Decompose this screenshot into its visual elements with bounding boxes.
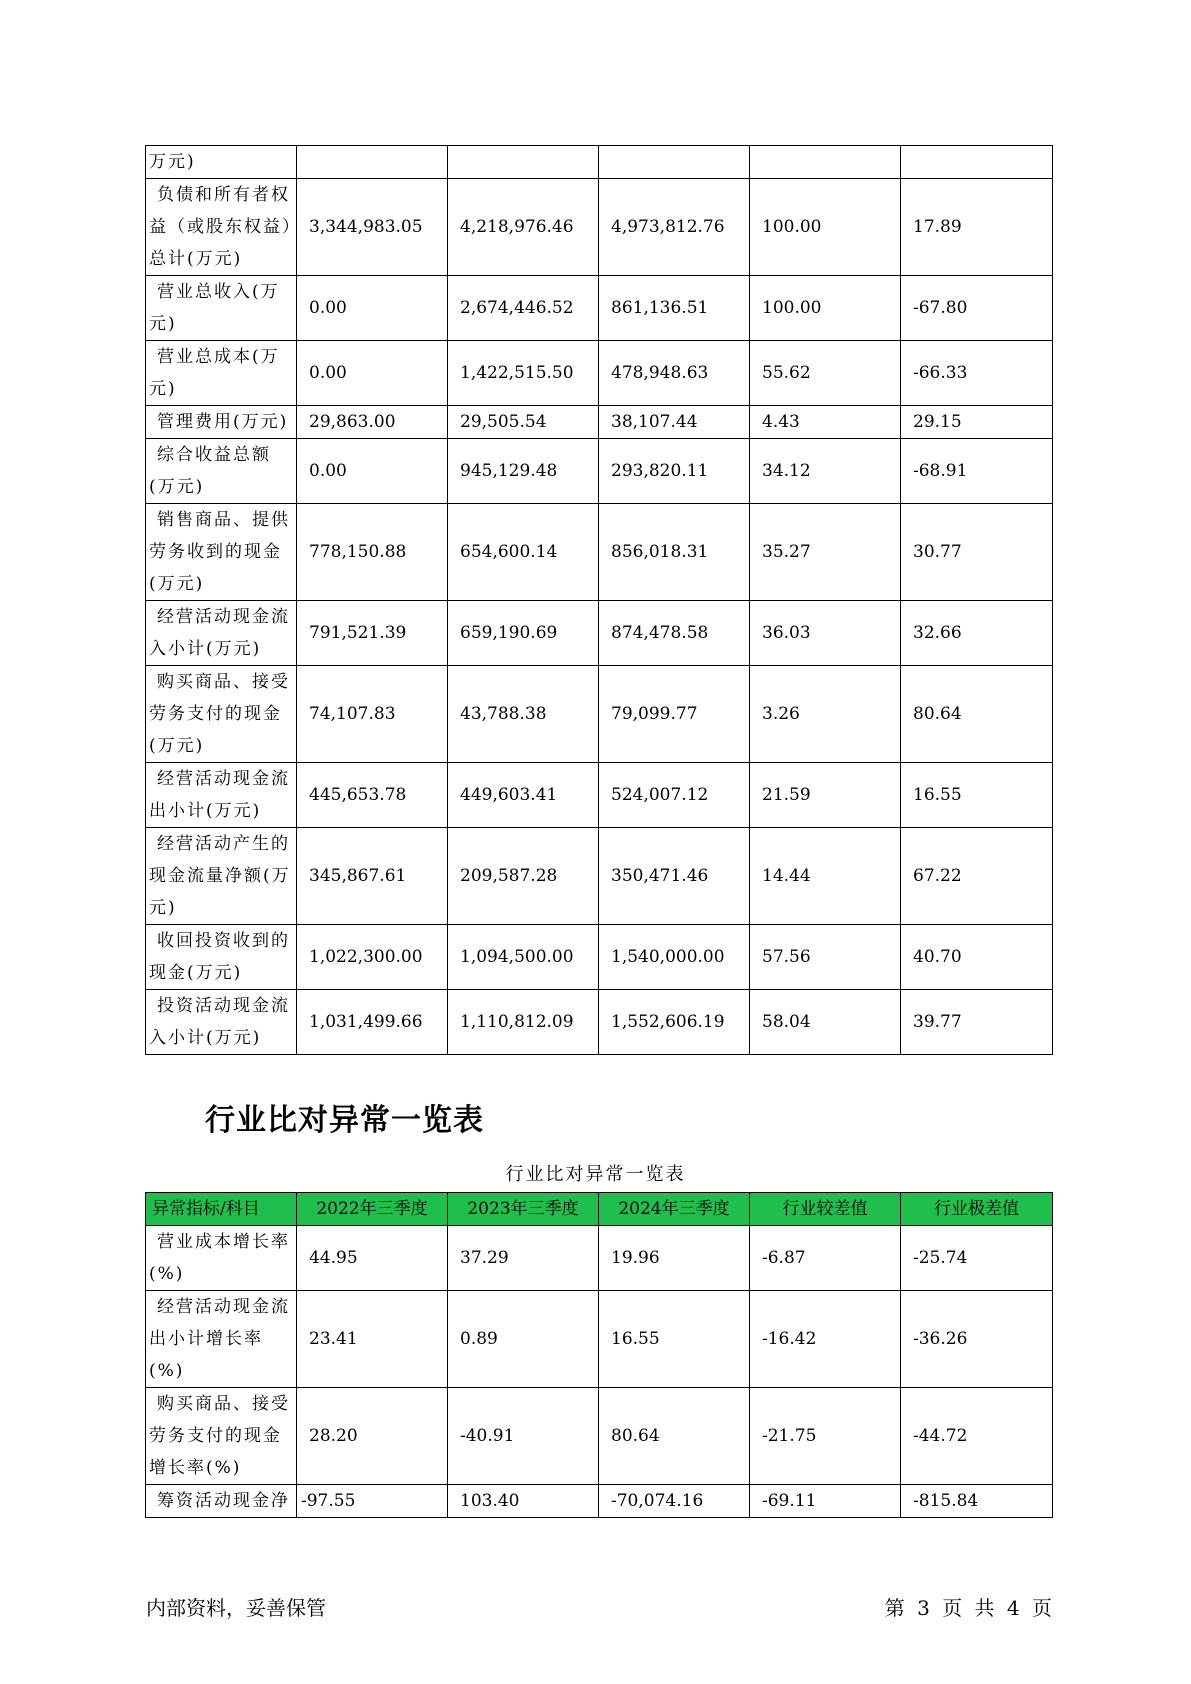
row-label: 万元) [146, 146, 297, 179]
cell-value: -36.26 [901, 1291, 1053, 1388]
cell-value: 4,973,812.76 [599, 179, 750, 276]
cell-value: 659,190.69 [448, 601, 599, 666]
cell-value: 38,107.44 [599, 406, 750, 439]
row-label: 经营活动现金流入小计(万元) [146, 601, 297, 666]
table-caption: 行业比对异常一览表 [505, 1164, 686, 1185]
cell-value: 103.40 [448, 1485, 599, 1518]
row-label: 营业总收入(万元) [146, 276, 297, 341]
row-label: 经营活动现金流出小计增长率(%) [146, 1291, 297, 1388]
header-industry-range: 行业极差值 [901, 1193, 1053, 1226]
cell-value: 17.89 [901, 179, 1053, 276]
cell-value: 44.95 [297, 1226, 448, 1291]
cell-value: 0.00 [297, 276, 448, 341]
cell-value: 350,471.46 [599, 828, 750, 925]
cell-value: 43,788.38 [448, 666, 599, 763]
cell-value: 100.00 [750, 276, 901, 341]
row-label: 营业成本增长率(%) [146, 1226, 297, 1291]
cell-value: 37.29 [448, 1226, 599, 1291]
cell-value: 57.56 [750, 925, 901, 990]
cell-value: 945,129.48 [448, 439, 599, 504]
row-label: 投资活动现金流入小计(万元) [146, 990, 297, 1055]
cell-value: 79,099.77 [599, 666, 750, 763]
table-row [146, 925, 1053, 990]
row-label: 经营活动现金流出小计(万元) [146, 763, 297, 828]
cell-value: 16.55 [599, 1291, 750, 1388]
row-label: 负债和所有者权益（或股东权益）总计(万元) [146, 179, 297, 276]
cell-value: 29.15 [901, 406, 1053, 439]
row-label: 营业总成本(万元) [146, 341, 297, 406]
cell-value: 34.12 [750, 439, 901, 504]
cell-value: 1,552,606.19 [599, 990, 750, 1055]
table-row [146, 1291, 1053, 1388]
footer-confidential-note: 内部资料，妥善保管 [146, 1596, 326, 1620]
cell-value: 80.64 [901, 666, 1053, 763]
cell-value: 1,540,000.00 [599, 925, 750, 990]
table-row [146, 1388, 1053, 1485]
cell-value: 778,150.88 [297, 504, 448, 601]
cell-value: -97.55 [297, 1485, 448, 1518]
header-2024q3: 2024年三季度 [599, 1193, 750, 1226]
table-row [146, 341, 1053, 406]
row-label: 购买商品、接受劳务支付的现金(万元) [146, 666, 297, 763]
cell-value: -69.11 [750, 1485, 901, 1518]
cell-value: 791,521.39 [297, 601, 448, 666]
row-label: 购买商品、接受劳务支付的现金增长率(%) [146, 1388, 297, 1485]
table-row [146, 666, 1053, 763]
cell-value: 4.43 [750, 406, 901, 439]
cell-value: 21.59 [750, 763, 901, 828]
table-row [146, 601, 1053, 666]
cell-value: -67.80 [901, 276, 1053, 341]
cell-value: 30.77 [901, 504, 1053, 601]
row-label: 筹资活动现金净 [146, 1485, 297, 1518]
cell-value: 19.96 [599, 1226, 750, 1291]
cell-value: 58.04 [750, 990, 901, 1055]
cell-value: 3.26 [750, 666, 901, 763]
cell-value: 16.55 [901, 763, 1053, 828]
cell-value: 0.00 [297, 341, 448, 406]
table-row [146, 146, 1053, 179]
cell-value: 39.77 [901, 990, 1053, 1055]
header-row [146, 1193, 1053, 1226]
cell-value: 861,136.51 [599, 276, 750, 341]
cell-value: 209,587.28 [448, 828, 599, 925]
cell-value: 28.20 [297, 1388, 448, 1485]
cell-value: 345,867.61 [297, 828, 448, 925]
cell-value: 23.41 [297, 1291, 448, 1388]
table-row [146, 504, 1053, 601]
cell-value: 1,094,500.00 [448, 925, 599, 990]
footer-page-number: 第 3 页 共 4 页 [884, 1596, 1052, 1620]
header-2023q3: 2023年三季度 [448, 1193, 599, 1226]
cell-value: -21.75 [750, 1388, 901, 1485]
cell-value: 1,022,300.00 [297, 925, 448, 990]
cell-value: 445,653.78 [297, 763, 448, 828]
cell-value [901, 146, 1053, 179]
table-row [146, 990, 1053, 1055]
cell-value: 874,478.58 [599, 601, 750, 666]
header-2022q3: 2022年三季度 [297, 1193, 448, 1226]
cell-value: -25.74 [901, 1226, 1053, 1291]
cell-value: -44.72 [901, 1388, 1053, 1485]
cell-value: -815.84 [901, 1485, 1053, 1518]
table-row [146, 439, 1053, 504]
table-row [146, 1226, 1053, 1291]
cell-value: 654,600.14 [448, 504, 599, 601]
cell-value: 67.22 [901, 828, 1053, 925]
row-label: 综合收益总额(万元) [146, 439, 297, 504]
industry-comparison-table [145, 1192, 1053, 1518]
cell-value [599, 146, 750, 179]
header-indicator: 异常指标/科目 [146, 1193, 297, 1226]
table-row [146, 276, 1053, 341]
cell-value [750, 146, 901, 179]
header-industry-diff: 行业较差值 [750, 1193, 901, 1226]
cell-value: 55.62 [750, 341, 901, 406]
cell-value: 14.44 [750, 828, 901, 925]
cell-value: -6.87 [750, 1226, 901, 1291]
cell-value: -40.91 [448, 1388, 599, 1485]
row-label: 经营活动产生的现金流量净额(万元) [146, 828, 297, 925]
cell-value: 524,007.12 [599, 763, 750, 828]
cell-value: 0.89 [448, 1291, 599, 1388]
cell-value: 100.00 [750, 179, 901, 276]
cell-value: 36.03 [750, 601, 901, 666]
cell-value: 29,505.54 [448, 406, 599, 439]
cell-value [297, 146, 448, 179]
cell-value: 32.66 [901, 601, 1053, 666]
cell-value: 29,863.00 [297, 406, 448, 439]
cell-value: -16.42 [750, 1291, 901, 1388]
cell-value: 4,218,976.46 [448, 179, 599, 276]
cell-value: 478,948.63 [599, 341, 750, 406]
cell-value: 35.27 [750, 504, 901, 601]
cell-value: -70,074.16 [599, 1485, 750, 1518]
cell-value: 0.00 [297, 439, 448, 504]
table-row [146, 179, 1053, 276]
cell-value: 1,422,515.50 [448, 341, 599, 406]
cell-value: 74,107.83 [297, 666, 448, 763]
table-row [146, 406, 1053, 439]
cell-value: 80.64 [599, 1388, 750, 1485]
cell-value: 3,344,983.05 [297, 179, 448, 276]
cell-value: 856,018.31 [599, 504, 750, 601]
cell-value: -66.33 [901, 341, 1053, 406]
row-label: 收回投资收到的现金(万元) [146, 925, 297, 990]
cell-value [448, 146, 599, 179]
cell-value: 1,031,499.66 [297, 990, 448, 1055]
cell-value: 449,603.41 [448, 763, 599, 828]
row-label: 管理费用(万元) [146, 406, 297, 439]
cell-value: 2,674,446.52 [448, 276, 599, 341]
cell-value: 40.70 [901, 925, 1053, 990]
financial-data-table [145, 145, 1053, 1055]
table-row [146, 763, 1053, 828]
section-heading: 行业比对异常一览表 [205, 1103, 484, 1138]
row-label: 销售商品、提供劳务收到的现金(万元) [146, 504, 297, 601]
table-row [146, 828, 1053, 925]
cell-value: 293,820.11 [599, 439, 750, 504]
cell-value: -68.91 [901, 439, 1053, 504]
cell-value: 1,110,812.09 [448, 990, 599, 1055]
table-row [146, 1485, 1053, 1518]
